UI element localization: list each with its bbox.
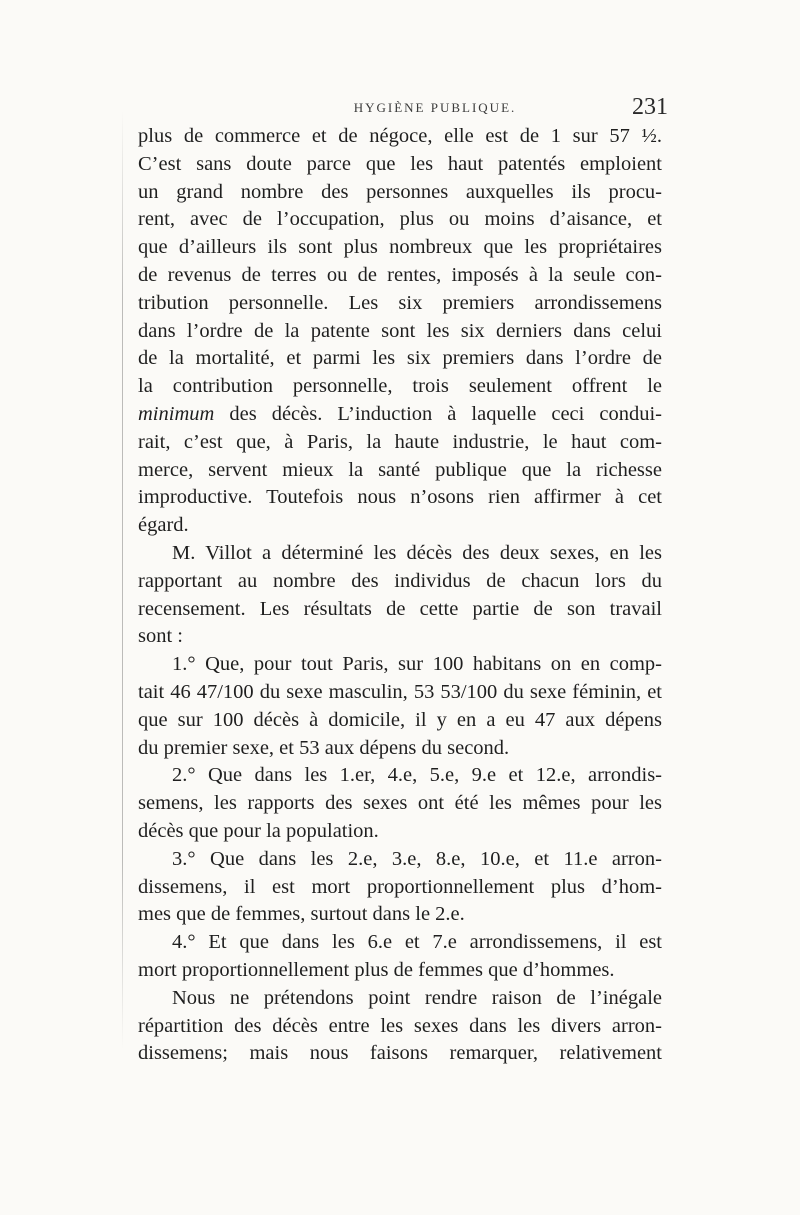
text-line: Nous ne prétendons point rendre raison de l’inégale: [172, 986, 662, 1009]
text-line: répartition des décès entre les sexes dans les divers arron-: [138, 1014, 662, 1037]
text-line: que sur 100 décès à domicile, il y en a eu 47 aux dépens: [138, 708, 662, 731]
text-line: merce, servent mieux la santé publique que la richesse: [138, 458, 662, 481]
text-line: tribution personnelle. Les six premiers arrondissemens: [138, 291, 662, 314]
text-line: de la mortalité, et parmi les six premiers dans l’ordre de: [138, 347, 662, 370]
text-line: tait 46 47/100 du sexe masculin, 53 53/100 du sexe féminin, et: [138, 680, 662, 703]
text-line: la contribution personnelle, trois seulement offrent le: [138, 375, 662, 398]
page-number: 231: [632, 94, 668, 120]
text-line: 2.° Que dans les 1.er, 4.e, 5.e, 9.e et 12.e, arrondis-: [172, 764, 662, 787]
text-line: un grand nombre des personnes auxquelles ils procu-: [138, 180, 662, 203]
text-line: dissemens; mais nous faisons remarquer, relativement: [138, 1042, 662, 1065]
text-line: dans l’ordre de la patente sont les six derniers dans celui: [138, 319, 662, 342]
text-line: C’est sans doute parce que les haut patentés emploient: [138, 152, 662, 175]
text-line: décès que pour la population.: [138, 819, 379, 842]
page-gutter-divider: [122, 110, 123, 1050]
text-line: minimum des décès. L’induction à laquelle ceci condui-: [138, 402, 662, 425]
text-line: dissemens, il est mort proportionnellement plus d’hom-: [138, 875, 662, 898]
text-line: égard.: [138, 514, 189, 537]
text-line: M. Villot a déterminé les décès des deux sexes, en les: [172, 541, 662, 564]
text-line: recensement. Les résultats de cette partie de son travail: [138, 597, 662, 620]
text-line: rent, avec de l’occupation, plus ou moins d’aisance, et: [138, 208, 662, 231]
text-line: 1.° Que, pour tout Paris, sur 100 habitans on en comp-: [172, 653, 662, 676]
text-line: du premier sexe, et 53 aux dépens du second.: [138, 736, 510, 759]
text-line: rait, c’est que, à Paris, la haute industrie, le haut com-: [138, 430, 662, 453]
italic-word: minimum: [138, 402, 215, 425]
text-line: 3.° Que dans les 2.e, 3.e, 8.e, 10.e, et 11.e arron-: [172, 847, 662, 870]
body-text: [138, 123, 662, 1068]
running-title: HYGIÈNE PUBLIQUE.: [353, 100, 517, 115]
text-line: improductive. Toutefois nous n’osons rien affirmer à cet: [138, 486, 662, 509]
text-line: semens, les rapports des sexes ont été les mêmes pour les: [138, 792, 662, 815]
text-line: rapportant au nombre des individus de chacun lors du: [138, 569, 662, 592]
text-line: que d’ailleurs ils sont plus nombreux que les propriétaires: [138, 236, 662, 259]
text-line: mort proportionnellement plus de femmes que d’hommes.: [138, 958, 615, 981]
text-line: sont :: [138, 625, 183, 648]
text-line: de revenus de terres ou de rentes, imposés à la seule con-: [138, 263, 662, 286]
text-line: mes que de femmes, surtout dans le 2.e.: [138, 903, 465, 926]
text-line: plus de commerce et de négoce, elle est de 1 sur 57 ½.: [138, 125, 662, 147]
text-line: 4.° Et que dans les 6.e et 7.e arrondissemens, il est: [172, 931, 662, 954]
